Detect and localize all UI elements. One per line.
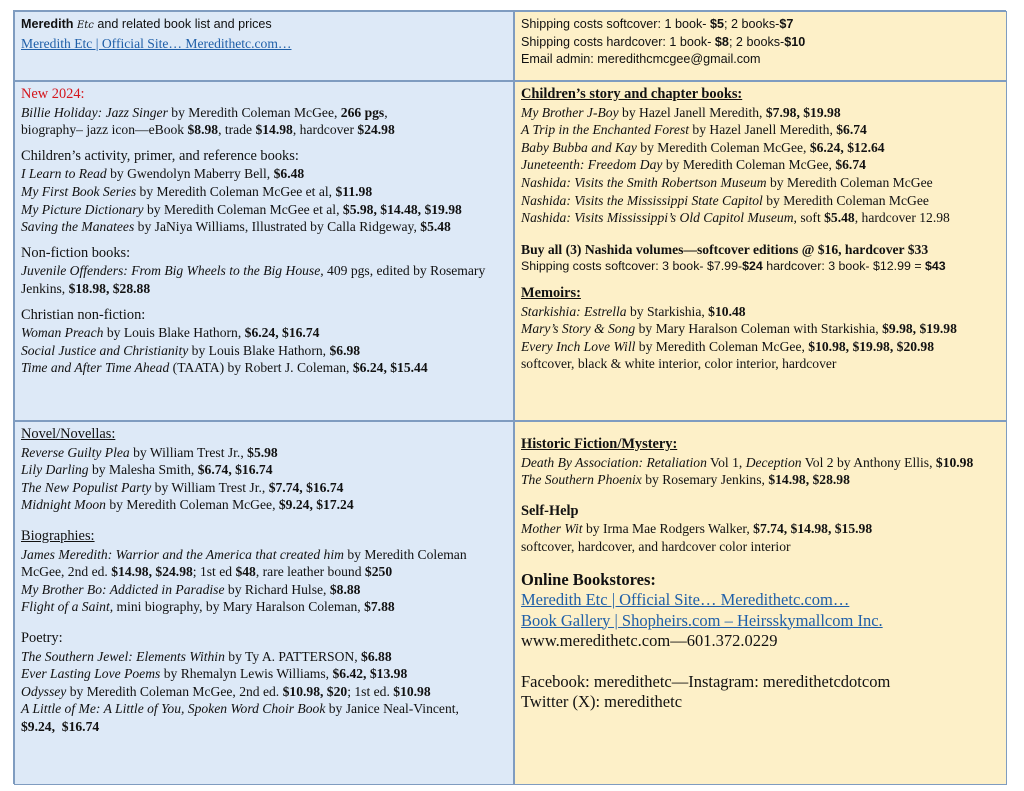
list-item: Nashida: Visits Mississippi’s Old Capitol Museum, soft $5.48, hardcover 12.98 <box>521 210 950 226</box>
shipping-hardcover: Shipping costs hardcover: 1 book- $8; 2 books-$10 <box>521 34 806 49</box>
list-item: My Picture Dictionary by Meredith Coleman McGee et al, $5.98, $14.48, $19.98 <box>21 201 462 217</box>
list-item: The Southern Phoenix by Rosemary Jenkins, $14.98, $28.98 <box>521 472 850 488</box>
list-item: My Brother Bo: Addicted in Paradise by Richard Hulse, $8.88 <box>21 581 361 597</box>
list-item: The New Populist Party by William Trest Jr., $7.74, $16.74 <box>21 479 344 495</box>
list-item: Time and After Time Ahead (TAATA) by Robert J. Coleman, $6.24, $15.44 <box>21 360 428 376</box>
list-item: Mary’s Story & Song by Mary Haralson Coleman with Starkishia, $9.98, $19.98 <box>521 321 957 337</box>
biographies-heading: Biographies: <box>21 527 95 544</box>
list-item: Midnight Moon by Meredith Coleman McGee, $9.24, $17.24 <box>21 497 354 513</box>
list-item: Every Inch Love Will by Meredith Coleman McGee, $10.98, $19.98, $20.98 <box>521 338 935 354</box>
nashida-bundle-offer: Buy all (3) Nashida volumes—softcover editions @ $16, hardcover $33 <box>521 241 929 257</box>
list-item: $9.24, $16.74 <box>21 718 100 734</box>
list-item: Ever Lasting Love Poems by Rhemalyn Lewis Williams, $6.42, $13.98 <box>21 666 408 682</box>
list-item: Woman Preach by Louis Blake Hathorn, $6.24, $16.74 <box>21 325 320 341</box>
list-item: McGee, 2nd ed. $14.98, $24.98; 1st ed $48, rare leather bound $250 <box>21 564 393 580</box>
list-item: A Trip in the Enchanted Forest by Hazel Janell Meredith, $6.74 <box>521 122 867 138</box>
list-item: Flight of a Saint, mini biography, by Mary Haralson Coleman, $7.88 <box>21 599 395 615</box>
list-item: Saving the Manatees by JaNiya Williams, Illustrated by Calla Ridgeway, $5.48 <box>21 219 451 235</box>
list-item: Juneteenth: Freedom Day by Meredith Coleman McGee, $6.74 <box>521 157 866 173</box>
fiction-bio-poetry-cell <box>14 421 514 785</box>
selfhelp-format-note: softcover, hardcover, and hardcover color interior <box>521 538 791 554</box>
header-title-cell <box>14 11 514 81</box>
website-phone: www.meredithetc.com—601.372.0229 <box>521 631 778 651</box>
list-item: Starkishia: Estrella by Starkishia, $10.48 <box>521 303 746 319</box>
list-item: The Southern Jewel: Elements Within by Ty A. PATTERSON, $6.88 <box>21 648 392 664</box>
novels-heading: Novel/Novellas: <box>21 426 116 442</box>
brand-name: Meredith <box>21 17 74 31</box>
title-text: and related book list and prices <box>93 17 272 31</box>
new-book-line-2: biography– jazz icon—eBook $8.98, trade $14.98, hardcover $24.98 <box>21 122 395 138</box>
list-item: Nashida: Visits the Mississippi State Capitol by Meredith Coleman McGee <box>521 192 929 208</box>
new-book-line-1: Billie Holiday: Jazz Singer by Meredith Coleman McGee, 266 pgs, <box>21 104 388 120</box>
christian-heading: Christian non-fiction: <box>21 306 146 323</box>
list-item: A Little of Me: A Little of You, Spoken Word Choir Book by Janice Neal-Vincent, <box>21 701 459 717</box>
list-item: Social Justice and Christianity by Louis Blake Hathorn, $6.98 <box>21 342 361 358</box>
nonfiction-heading: Non-fiction books: <box>21 244 131 261</box>
list-item: My First Book Series by Meredith Coleman McGee et al, $11.98 <box>21 183 373 199</box>
new-2024-heading: New 2024: <box>21 86 85 102</box>
list-item: Lily Darling by Malesha Smith, $6.74, $16.74 <box>21 462 273 478</box>
list-item: My Brother J-Boy by Hazel Janell Meredith, $7.98, $19.98 <box>521 104 841 120</box>
shipping-info-cell <box>514 11 1007 81</box>
childrens-heading: Children’s story and chapter books: <box>521 86 743 102</box>
memoirs-heading: Memoirs: <box>521 284 581 301</box>
list-item: Juvenile Offenders: From Big Wheels to the Big House, 409 pgs, edited by Rosemary <box>21 263 486 279</box>
memoirs-format-note: softcover, black & white interior, color interior, hardcover <box>521 356 837 372</box>
childrens-and-memoirs-cell <box>514 81 1007 421</box>
official-site-link[interactable]: Meredith Etc | Official Site… Meredithetc.com… <box>21 35 292 51</box>
list-item: Nashida: Visits the Smith Robertson Museum by Meredith Coleman McGee <box>521 174 933 190</box>
list-item: Death By Association: Retaliation Vol 1, Deception Vol 2 by Anthony Ellis, $10.98 <box>521 454 974 470</box>
list-item: Mother Wit by Irma Mae Rodgers Walker, $7.74, $14.98, $15.98 <box>521 521 873 537</box>
social-facebook-instagram: Facebook: meredithetc—Instagram: meredithetcdotcom <box>521 671 891 691</box>
admin-email: Email admin: meredithcmcgee@gmail.com <box>521 52 761 67</box>
document-title <box>21 16 507 35</box>
activity-heading: Children’s activity, primer, and reference books: <box>21 147 299 164</box>
list-item: Odyssey by Meredith Coleman McGee, 2nd ed. $10.98, $20; 1st ed. $10.98 <box>21 683 431 699</box>
book-gallery-link[interactable]: Book Gallery | Shopheirs.com – Heirsskymallcom Inc. <box>521 610 883 630</box>
list-item: Jenkins, $18.98, $28.88 <box>21 280 151 296</box>
bundle-shipping: Shipping costs softcover: 3 book- $7.99-$24 hardcover: 3 book- $12.99 = $43 <box>521 259 946 274</box>
historic-heading: Historic Fiction/Mystery: <box>521 436 678 452</box>
online-bookstores-heading: Online Bookstores: <box>521 569 656 589</box>
new-and-nonfiction-cell <box>14 81 514 421</box>
social-twitter: Twitter (X): meredithetc <box>521 692 683 712</box>
book-list-table <box>13 10 1006 784</box>
selfhelp-heading: Self-Help <box>521 502 579 519</box>
list-item: James Meredith: Warrior and the America that created him by Meredith Coleman <box>21 546 467 562</box>
poetry-heading: Poetry: <box>21 629 63 646</box>
list-item: I Learn to Read by Gwendolyn Maberry Bell, $6.48 <box>21 166 305 182</box>
meredith-etc-link[interactable]: Meredith Etc | Official Site… Meredithetc.com… <box>521 590 850 610</box>
list-item: Reverse Guilty Plea by William Trest Jr., $5.98 <box>21 444 278 460</box>
shipping-softcover: Shipping costs softcover: 1 book- $5; 2 books-$7 <box>521 17 794 31</box>
list-item: Baby Bubba and Kay by Meredith Coleman McGee, $6.24, $12.64 <box>521 139 885 155</box>
brand-mark: Etc <box>76 20 94 31</box>
historic-selfhelp-online-cell <box>514 421 1007 785</box>
